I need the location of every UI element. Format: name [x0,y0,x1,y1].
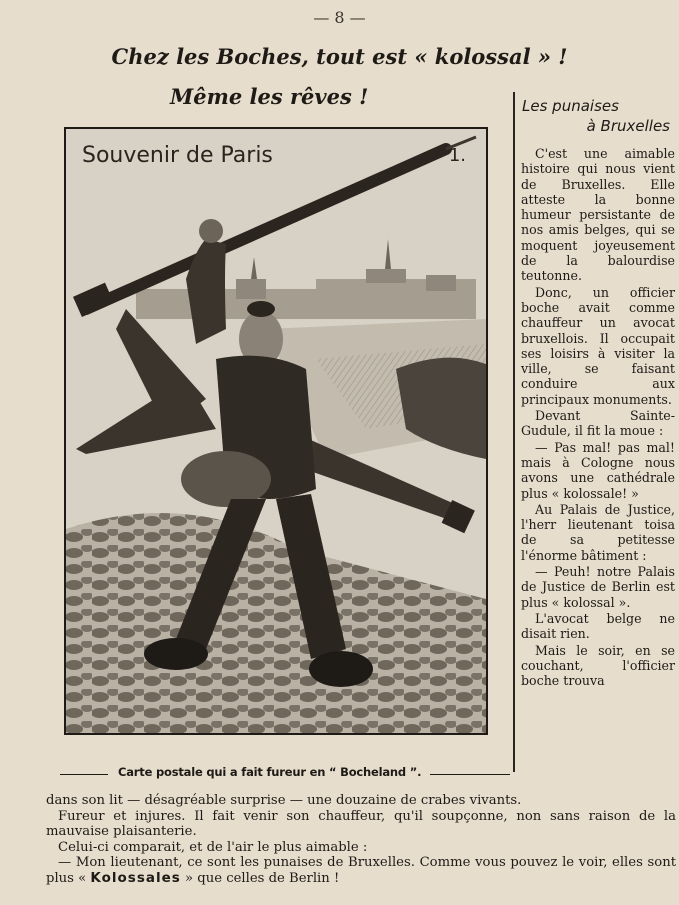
caption-row [60,765,520,783]
sidebar-heading-line-2: à Bruxelles [586,117,670,135]
sidebar-paragraph: Mais le soir, en se couchant, l'officier boche trouva [521,642,675,689]
headline-line-2: Même les rêves ! [170,84,369,109]
continuation-paragraph: Fureur et injures. Il fait venir son chauffeur, qu'il soupçonne, non sans raison de la mauvaise plaisanterie. [46,808,676,839]
postcard-drawing [66,129,486,733]
postcard-caption: Carte postale qui a fait fureur en “ Bocheland ”. [118,765,422,779]
sidebar-paragraph: — Peuh! notre Palais de Justice de Berlin est plus « kolossal ». [521,564,675,610]
final-text-end: » que celles de Berlin ! [185,870,340,886]
caption-dash-right [430,774,510,775]
sidebar-heading-line-1: Les punaises [522,97,619,115]
final-text-start: — Mon lieutenant, ce sont les punaises de Bruxelles. Comme vous pouvez le voir, elles sont plus « [46,855,676,886]
continuation-paragraph: Celui-ci comparait, et de l'air le plus aimable : [58,839,368,855]
postcard-title: Souvenir de Paris [82,143,273,168]
continuation-line: dans son lit — désagréable surprise — une douzaine de crabes vivants. [46,793,522,808]
postcard-illustration [64,127,488,735]
headline-line-1: Chez les Boches, tout est « kolossal » ! [111,44,568,69]
caption-dash-left [60,774,108,775]
continuation-paragraph [46,855,676,886]
column-divider [513,92,515,772]
sidebar-paragraph: — Pas mal! pas mal! mais à Cologne nous avons une cathédrale plus « kolossale! » [521,439,675,501]
sidebar-paragraph: Donc, un officier boche avait comme chauffeur un avocat bruxellois. Il occupait ses loisirs à visiter la ville, se faisant conduire aux principaux monuments. [521,284,675,407]
sidebar-paragraph: Devant Sainte-Gudule, il fit la moue : [521,408,675,439]
sidebar-paragraph: L'avocat belge ne disait rien. [521,610,675,642]
page-number: — 8 — [313,8,366,27]
sidebar-article [521,146,675,688]
postcard-number: 1. [448,145,466,166]
sidebar-paragraph: C'est une aimable histoire qui nous vient de Bruxelles. Elle atteste la bonne humeur persistante de nos amis belges, qui se moquent joyeusement de la balourdise teutonne. [521,146,675,284]
sidebar-paragraph: Au Palais de Justice, l'herr lieutenant toisa de sa petitesse l'énorme bâtiment : [521,501,675,563]
sidebar-heading [522,96,672,136]
article-continuation [46,793,676,886]
kolossales-word: Kolossales [90,869,181,886]
